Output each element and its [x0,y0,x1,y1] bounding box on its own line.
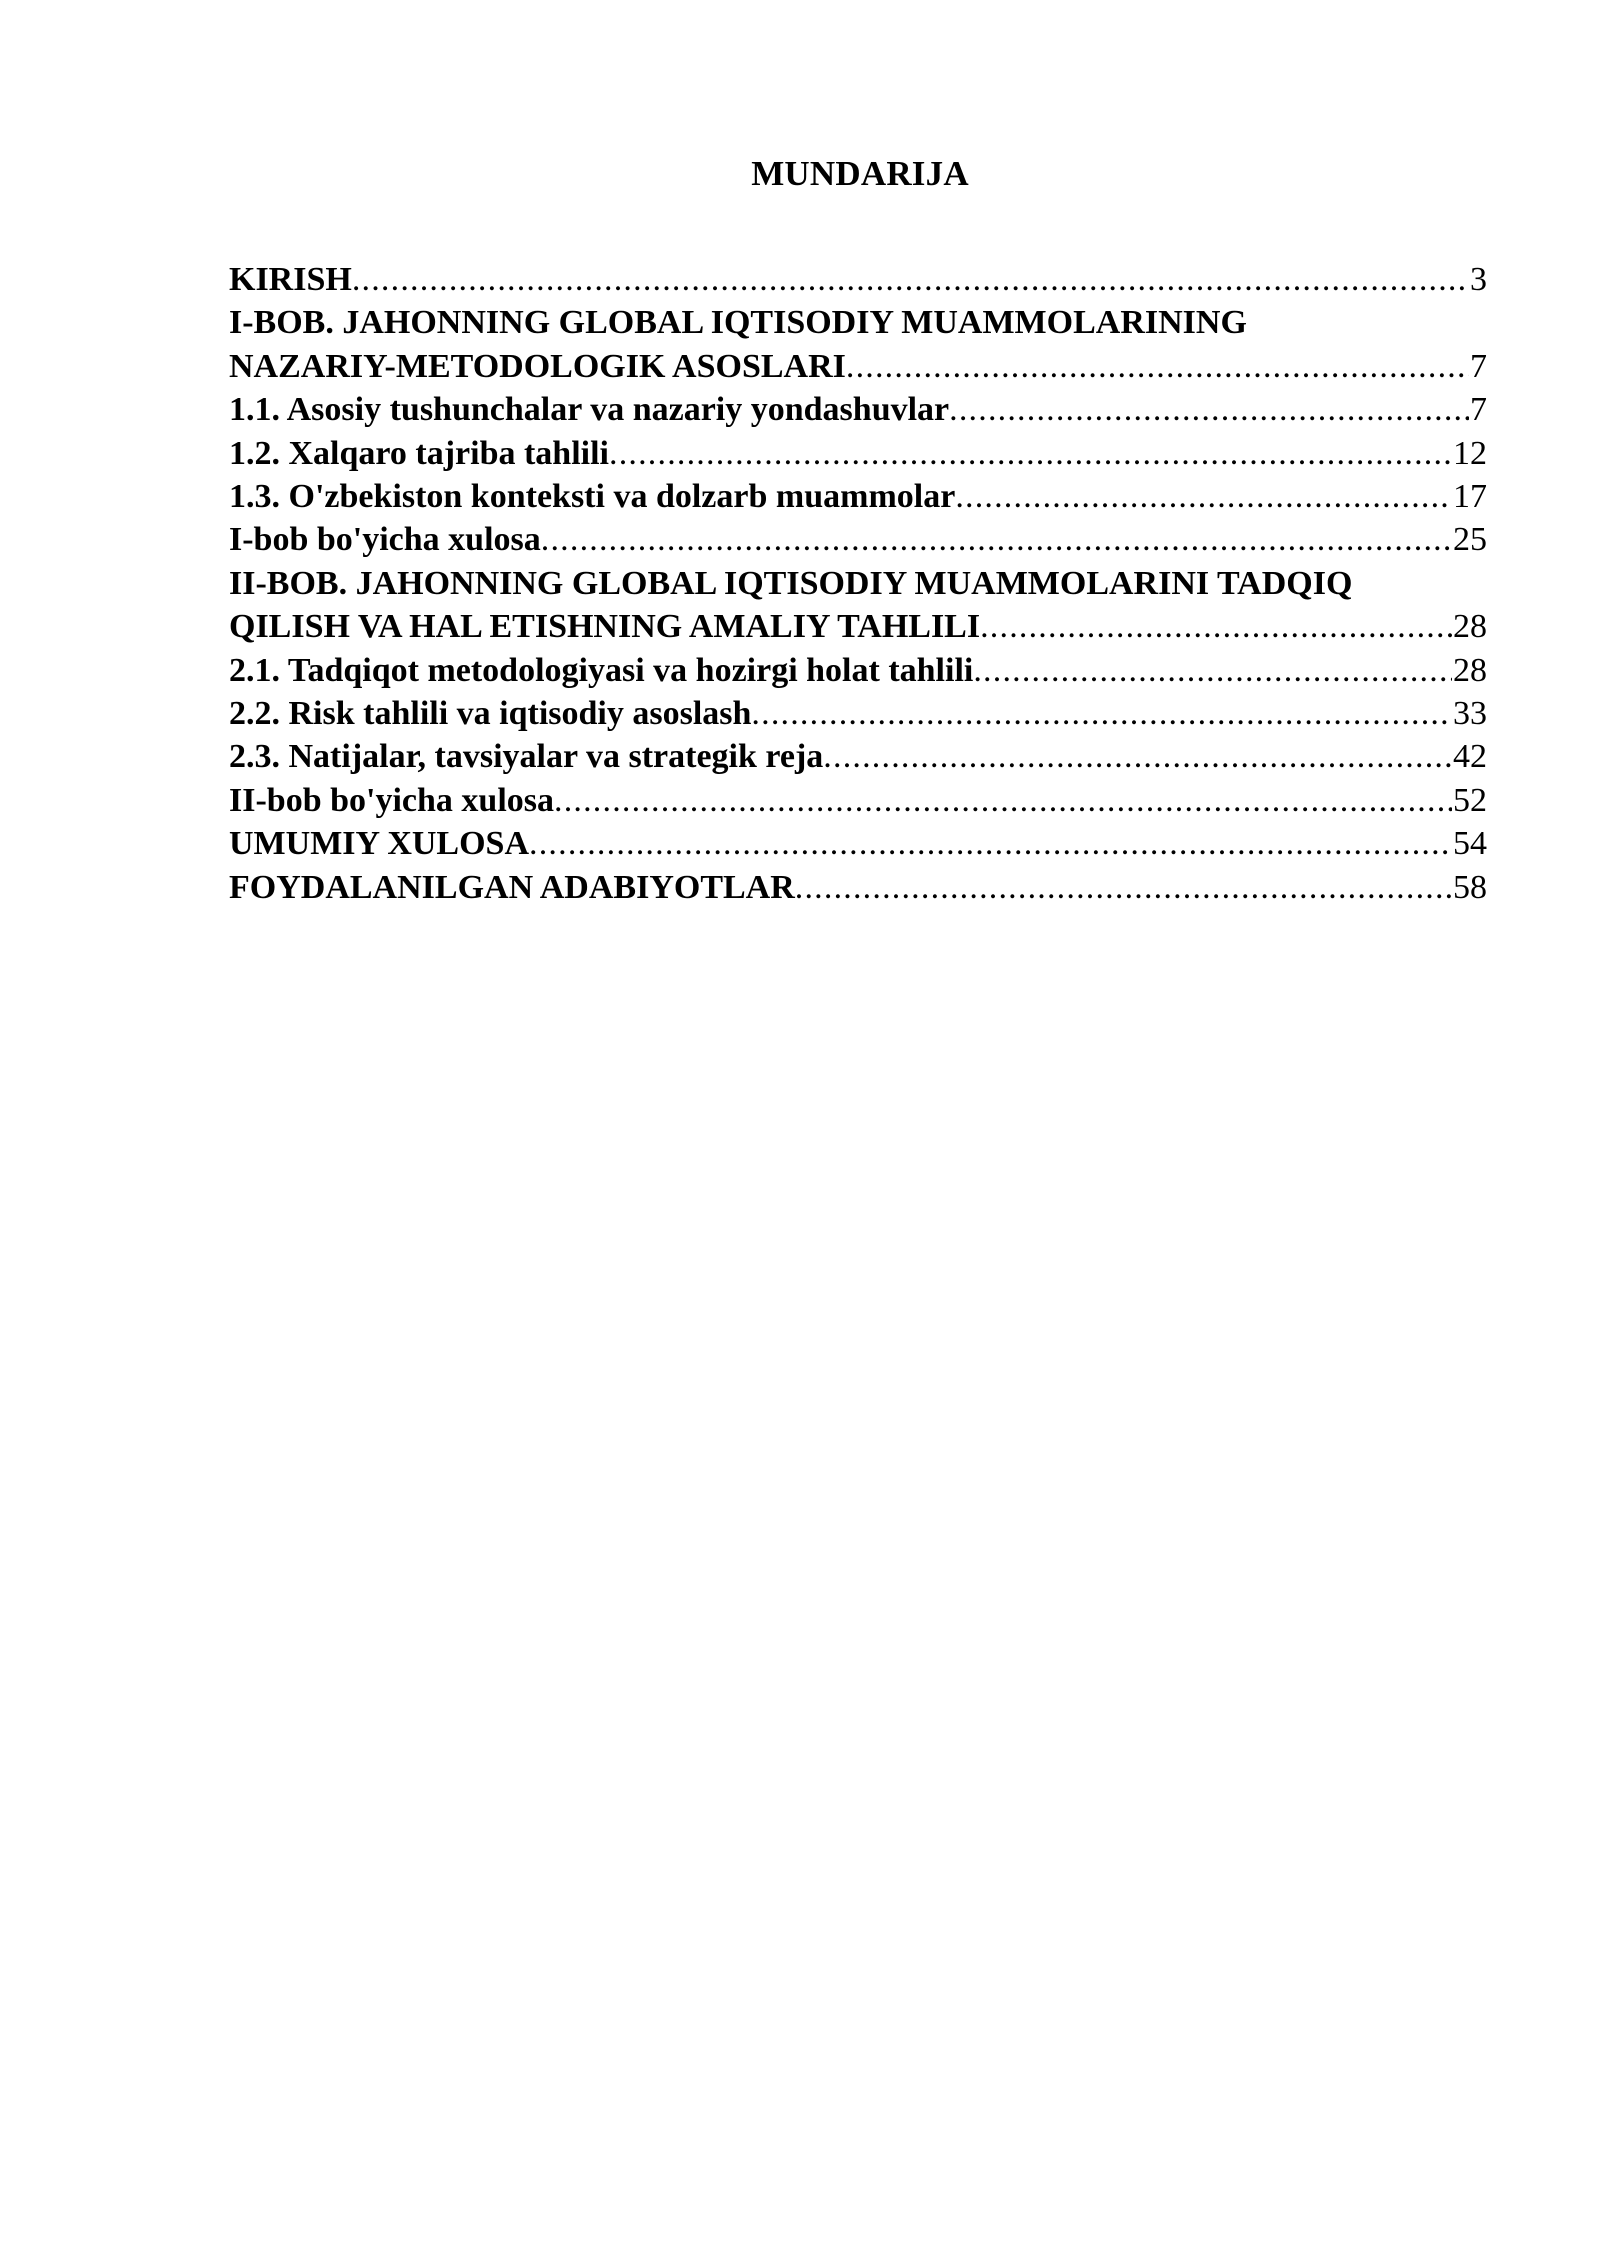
toc-entry-title: QILISH VA HAL ETISHNING AMALIY TAHLILI [229,608,981,646]
toc-entry-section-2-1[interactable] [229,649,1487,692]
toc-entry-chapter-1-conclusion[interactable] [229,518,1487,561]
toc-entry-title: 2.1. Tadqiqot metodologiyasi va hozirgi holat tahlili [229,651,974,689]
toc-entry-title: II-bob bo'yicha xulosa [229,781,554,819]
toc-dot-leader [823,735,1452,778]
toc-entry-title: NAZARIY-METODOLOGIK ASOSLARI [229,347,846,385]
toc-dot-leader [846,345,1469,388]
toc-entry-title: 2.3. Natijalar, tavsiyalar va strategik reja [229,738,824,776]
toc-page-number: 7 [1470,347,1487,385]
toc-entry-title: 2.2. Risk tahlili va iqtisodiy asoslash [229,695,752,733]
toc-entry-title: UMUMIY XULOSA [229,825,530,863]
toc-title: MUNDARIJA [751,154,969,193]
toc-page-number: 28 [1453,651,1487,689]
toc-page-number: 58 [1453,868,1487,906]
toc-page-number: 42 [1453,738,1487,776]
toc-entry-chapter-2-conclusion[interactable] [229,779,1487,822]
toc-entry-title: 1.2. Xalqaro tajriba tahlili [229,434,609,472]
toc-entry-title-line1: II-BOB. JAHONNING GLOBAL IQTISODIY MUAMMOLARINI TADQIQ [229,564,1353,602]
toc-entry-chapter-2[interactable] [229,562,1487,649]
toc-entry-section-1-1[interactable] [229,388,1487,431]
toc-entry-title: I-bob bo'yicha xulosa [229,521,541,559]
toc-entry-chapter-1[interactable] [229,301,1487,388]
toc-entry-general-conclusion[interactable] [229,822,1487,865]
toc-dot-leader [795,866,1452,909]
toc-entry-section-1-2[interactable] [229,432,1487,475]
toc-page-number: 28 [1453,608,1487,646]
toc-page-number: 3 [1470,261,1487,298]
toc-dot-leader [541,518,1452,561]
toc-dot-leader [352,258,1469,301]
toc-entry-references[interactable] [229,866,1487,909]
table-of-contents [229,258,1487,909]
toc-dot-leader [980,605,1452,648]
toc-page-number: 7 [1470,391,1487,429]
toc-dot-leader [955,475,1452,518]
toc-dot-leader [949,388,1469,431]
toc-entry-kirish[interactable] [229,258,1487,301]
toc-page-number: 17 [1453,478,1487,516]
toc-dot-leader [973,649,1452,692]
toc-page-number: 54 [1453,825,1487,863]
toc-page-number: 33 [1453,695,1487,733]
toc-entry-section-1-3[interactable] [229,475,1487,518]
toc-entry-title: 1.3. O'zbekiston konteksti va dolzarb muammolar [229,478,956,516]
toc-dot-leader [609,432,1452,475]
toc-entry-title-line1: I-BOB. JAHONNING GLOBAL IQTISODIY MUAMMOLARINING [229,304,1247,342]
toc-dot-leader [751,692,1452,735]
toc-entry-title: 1.1. Asosiy tushunchalar va nazariy yondashuvlar [229,391,950,429]
toc-page-number: 52 [1453,781,1487,819]
toc-page-number: 12 [1453,434,1487,472]
toc-dot-leader [554,779,1452,822]
toc-entry-title: FOYDALANILGAN ADABIYOTLAR [229,868,795,906]
toc-entry-title: KIRISH [229,261,352,298]
toc-dot-leader [529,822,1452,865]
toc-page-number: 25 [1453,521,1487,559]
toc-entry-section-2-2[interactable] [229,692,1487,735]
toc-entry-section-2-3[interactable] [229,735,1487,778]
